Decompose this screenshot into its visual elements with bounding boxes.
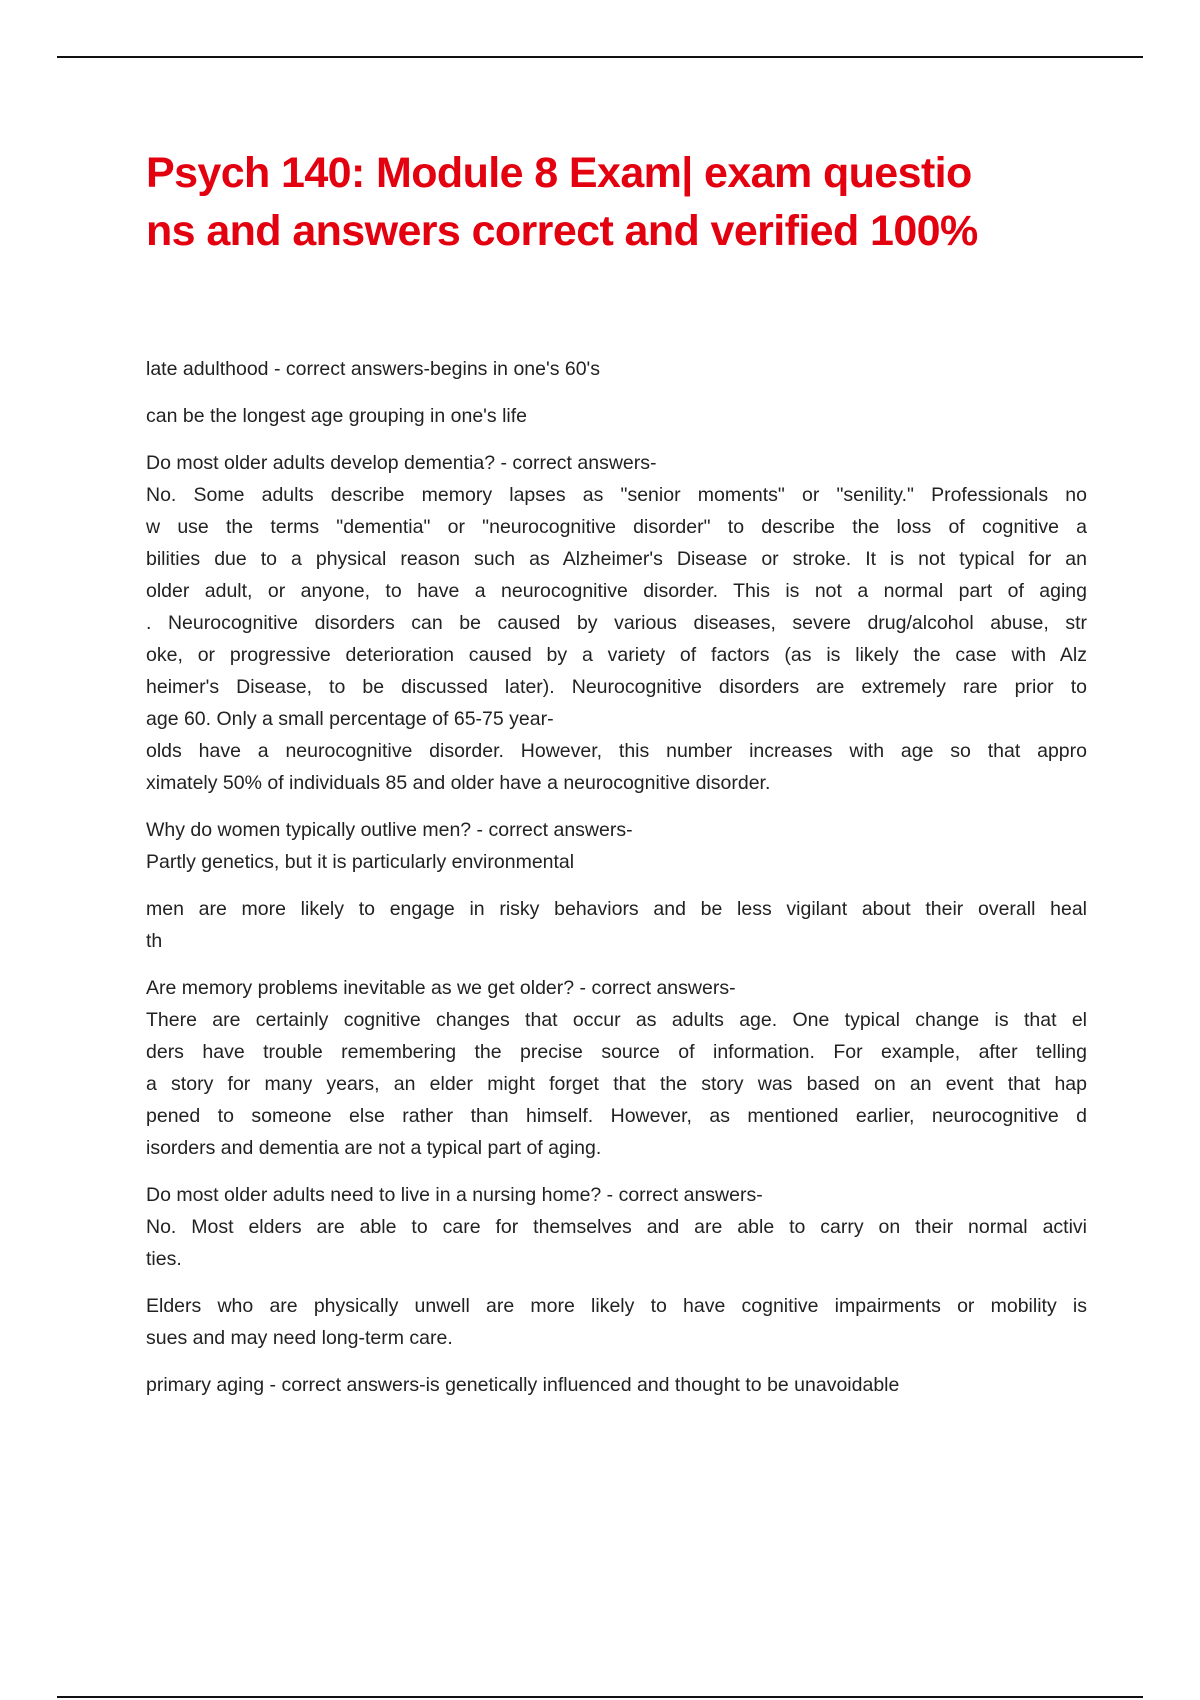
text-line: ders have trouble remembering the precise source of information. For example, after telling [146,1041,1087,1063]
text-line: No. Most elders are able to care for themselves and are able to carry on their normal activi [146,1216,1087,1238]
text-line: bilities due to a physical reason such as Alzheimer's Disease or stroke. It is not typical for an [146,548,1087,570]
title-line: ns and answers correct and verified 100% [146,207,978,255]
text-line: No. Some adults describe memory lapses as "senior moments" or "senility." Professionals no [146,484,1087,506]
text-line: sues and may need long-term care. [146,1327,453,1349]
text-line: men are more likely to engage in risky behaviors and be less vigilant about their overall heal [146,898,1087,920]
text-line: . Neurocognitive disorders can be caused by various diseases, severe drug/alcohol abuse, str [146,612,1087,634]
text-line: Do most older adults develop dementia? - correct answers- [146,452,657,474]
text-line: Do most older adults need to live in a nursing home? - correct answers- [146,1184,763,1206]
text-line: a story for many years, an elder might forget that the story was based on an event that hap [146,1073,1087,1095]
text-line: pened to someone else rather than himself. However, as mentioned earlier, neurocognitive d [146,1105,1087,1127]
qa-paragraph [146,1369,1087,1401]
qa-paragraph [146,400,1087,432]
text-line: There are certainly cognitive changes that occur as adults age. One typical change is that el [146,1009,1087,1031]
text-line: Elders who are physically unwell are more likely to have cognitive impairments or mobility is [146,1295,1087,1317]
text-line: Partly genetics, but it is particularly environmental [146,851,575,873]
qa-paragraph [146,972,1087,1164]
qa-paragraph [146,814,1087,878]
text-line: primary aging - correct answers-is genetically influenced and thought to be unavoidable [146,1374,900,1396]
header-rule [57,56,1143,58]
document-body [146,353,1087,1416]
text-line: ties. [146,1248,182,1270]
text-line: ximately 50% of individuals 85 and older have a neurocognitive disorder. [146,772,771,794]
text-line: age 60. Only a small percentage of 65-75 year- [146,708,554,730]
title-line: Psych 140: Module 8 Exam| exam questio [146,149,972,197]
text-line: Are memory problems inevitable as we get older? - correct answers- [146,977,736,999]
text-line: can be the longest age grouping in one's life [146,405,528,427]
text-line: heimer's Disease, to be discussed later). Neurocognitive disorders are extremely rare prior to [146,676,1087,698]
qa-paragraph [146,1179,1087,1275]
document-title [146,144,1106,260]
text-line: late adulthood - correct answers-begins in one's 60's [146,358,601,380]
footer-rule [57,1696,1143,1698]
qa-paragraph [146,893,1087,957]
text-line: th [146,930,163,952]
text-line: isorders and dementia are not a typical part of aging. [146,1137,602,1159]
text-line: older adult, or anyone, to have a neurocognitive disorder. This is not a normal part of aging [146,580,1087,602]
text-line: Why do women typically outlive men? - correct answers- [146,819,633,841]
text-line: oke, or progressive deterioration caused by a variety of factors (as is likely the case with Alz [146,644,1087,666]
text-line: olds have a neurocognitive disorder. However, this number increases with age so that appro [146,740,1087,762]
qa-paragraph [146,353,1087,385]
qa-paragraph [146,1290,1087,1354]
qa-paragraph [146,447,1087,799]
text-line: w use the terms "dementia" or "neurocognitive disorder" to describe the loss of cognitive a [146,516,1087,538]
